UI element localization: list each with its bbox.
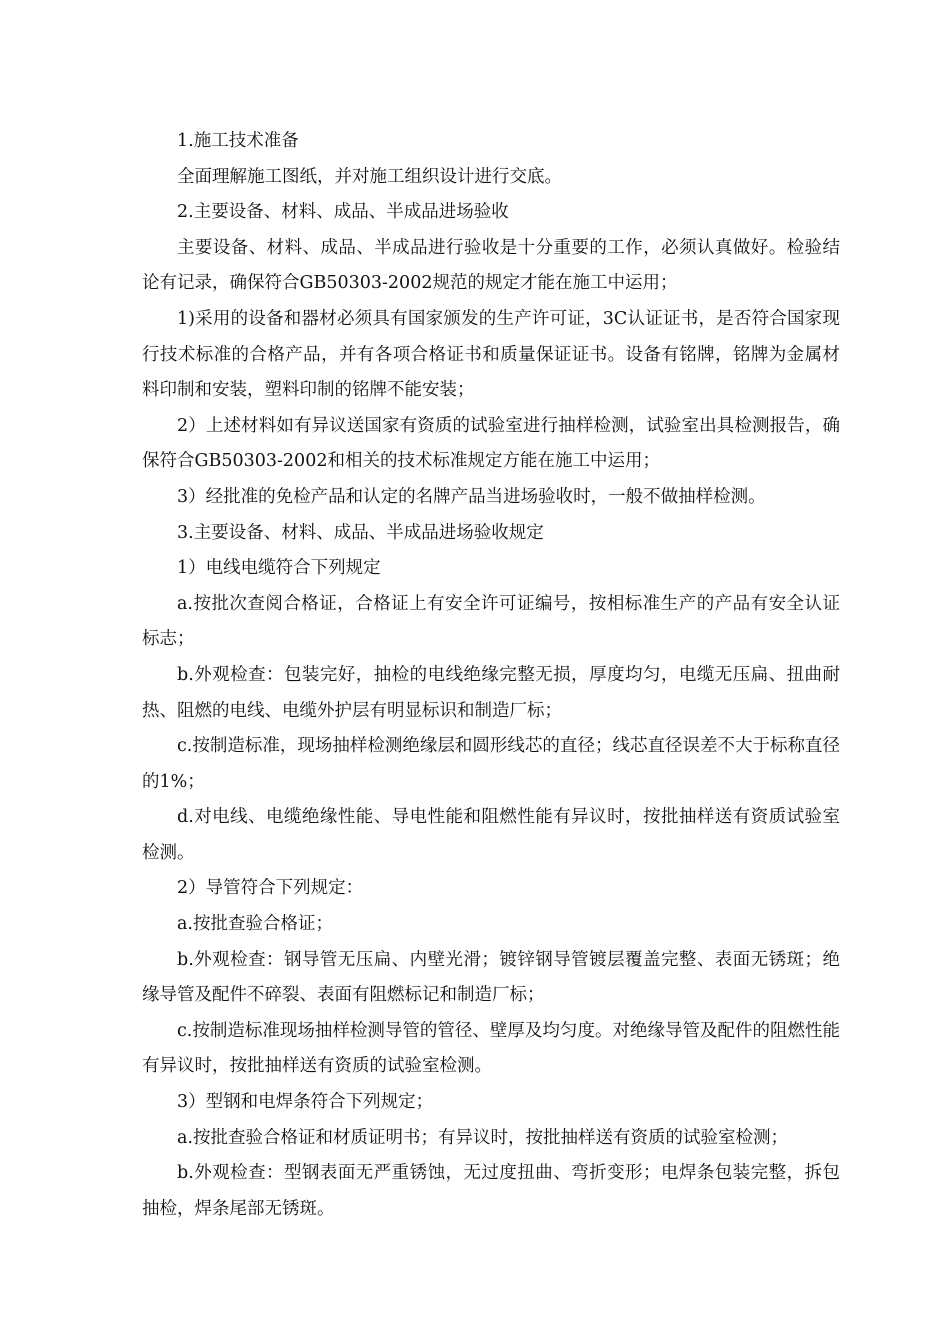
list-item: b.外观检查：型钢表面无严重锈蚀，无过度扭曲、弯折变形；电焊条包装完整，拆包抽检，焊条尾部无锈斑。 [142,1163,840,1219]
heading-construction-tech-prep: 1.施工技术准备 [177,131,299,151]
list-item: c.按制造标准，现场抽样检测绝缘层和圆形线芯的直径；线芯直径误差不大于标称直径的1%； [142,736,840,792]
list-item: b.外观检查：钢导管无压扁、内壁光滑；镀锌钢导管镀层覆盖完整、表面无锈斑；绝缘导管及配件不碎裂、表面有阻燃标记和制造厂标； [142,949,840,1006]
subheading-conduit: 2）导管符合下列规定： [177,878,364,899]
list-item: 2）上述材料如有异议送国家有资质的试验室进行抽样检测，试验室出具检测报告，确保符合GB50303-2002和相关的技术标准规定方能在施工中运用； [142,415,840,472]
list-item: a.按批次查阅合格证，合格证上有安全许可证编号，按相标准生产的产品有安全认证标志； [142,593,840,650]
list-item: a.按批查验合格证和材质证明书；有异议时，按批抽样送有资质的试验室检测； [177,1127,788,1148]
list-item: d.对电线、电缆绝缘性能、导电性能和阻燃性能有异议时，按批抽样送有资质试验室检测。 [142,807,840,863]
heading-acceptance-rules: 3.主要设备、材料、成品、半成品进场验收规定 [177,522,544,543]
paragraph: 主要设备、材料、成品、半成品进行验收是十分重要的工作，必须认真做好。检验结论有记录，确保符合GB50303-2002规范的规定才能在施工中运用； [142,237,840,294]
subheading-steel-welding-rod: 3）型钢和电焊条符合下列规定； [177,1092,434,1113]
document-body [142,124,840,1227]
list-item: 3）经批准的免检产品和认定的名牌产品当进场验收时，一般不做抽样检测。 [177,486,766,507]
heading-equipment-acceptance: 2.主要设备、材料、成品、半成品进场验收 [177,202,509,223]
list-item: b.外观检查：包装完好，抽检的电线绝缘完整无损，厚度均匀，电缆无压扁、扭曲耐热、阻燃的电线、电缆外护层有明显标识和制造厂标； [142,664,840,721]
list-item: a.按批查验合格证； [177,914,333,935]
paragraph: 全面理解施工图纸，并对施工组织设计进行交底。 [177,166,562,187]
list-item: 1)采用的设备和器材必须具有国家颁发的生产许可证，3C认证证书，是否符合国家现行技术标准的合格产品，并有各项合格证书和质量保证证书。设备有铭牌，铭牌为金属材料印制和安装，塑料印制的铭牌不能安装； [142,308,840,401]
list-item: c.按制造标准现场抽样检测导管的管径、壁厚及均匀度。对绝缘导管及配件的阻燃性能有异议时，按批抽样送有资质的试验室检测。 [142,1020,840,1077]
subheading-wire-cable: 1）电线电缆符合下列规定 [177,558,381,579]
